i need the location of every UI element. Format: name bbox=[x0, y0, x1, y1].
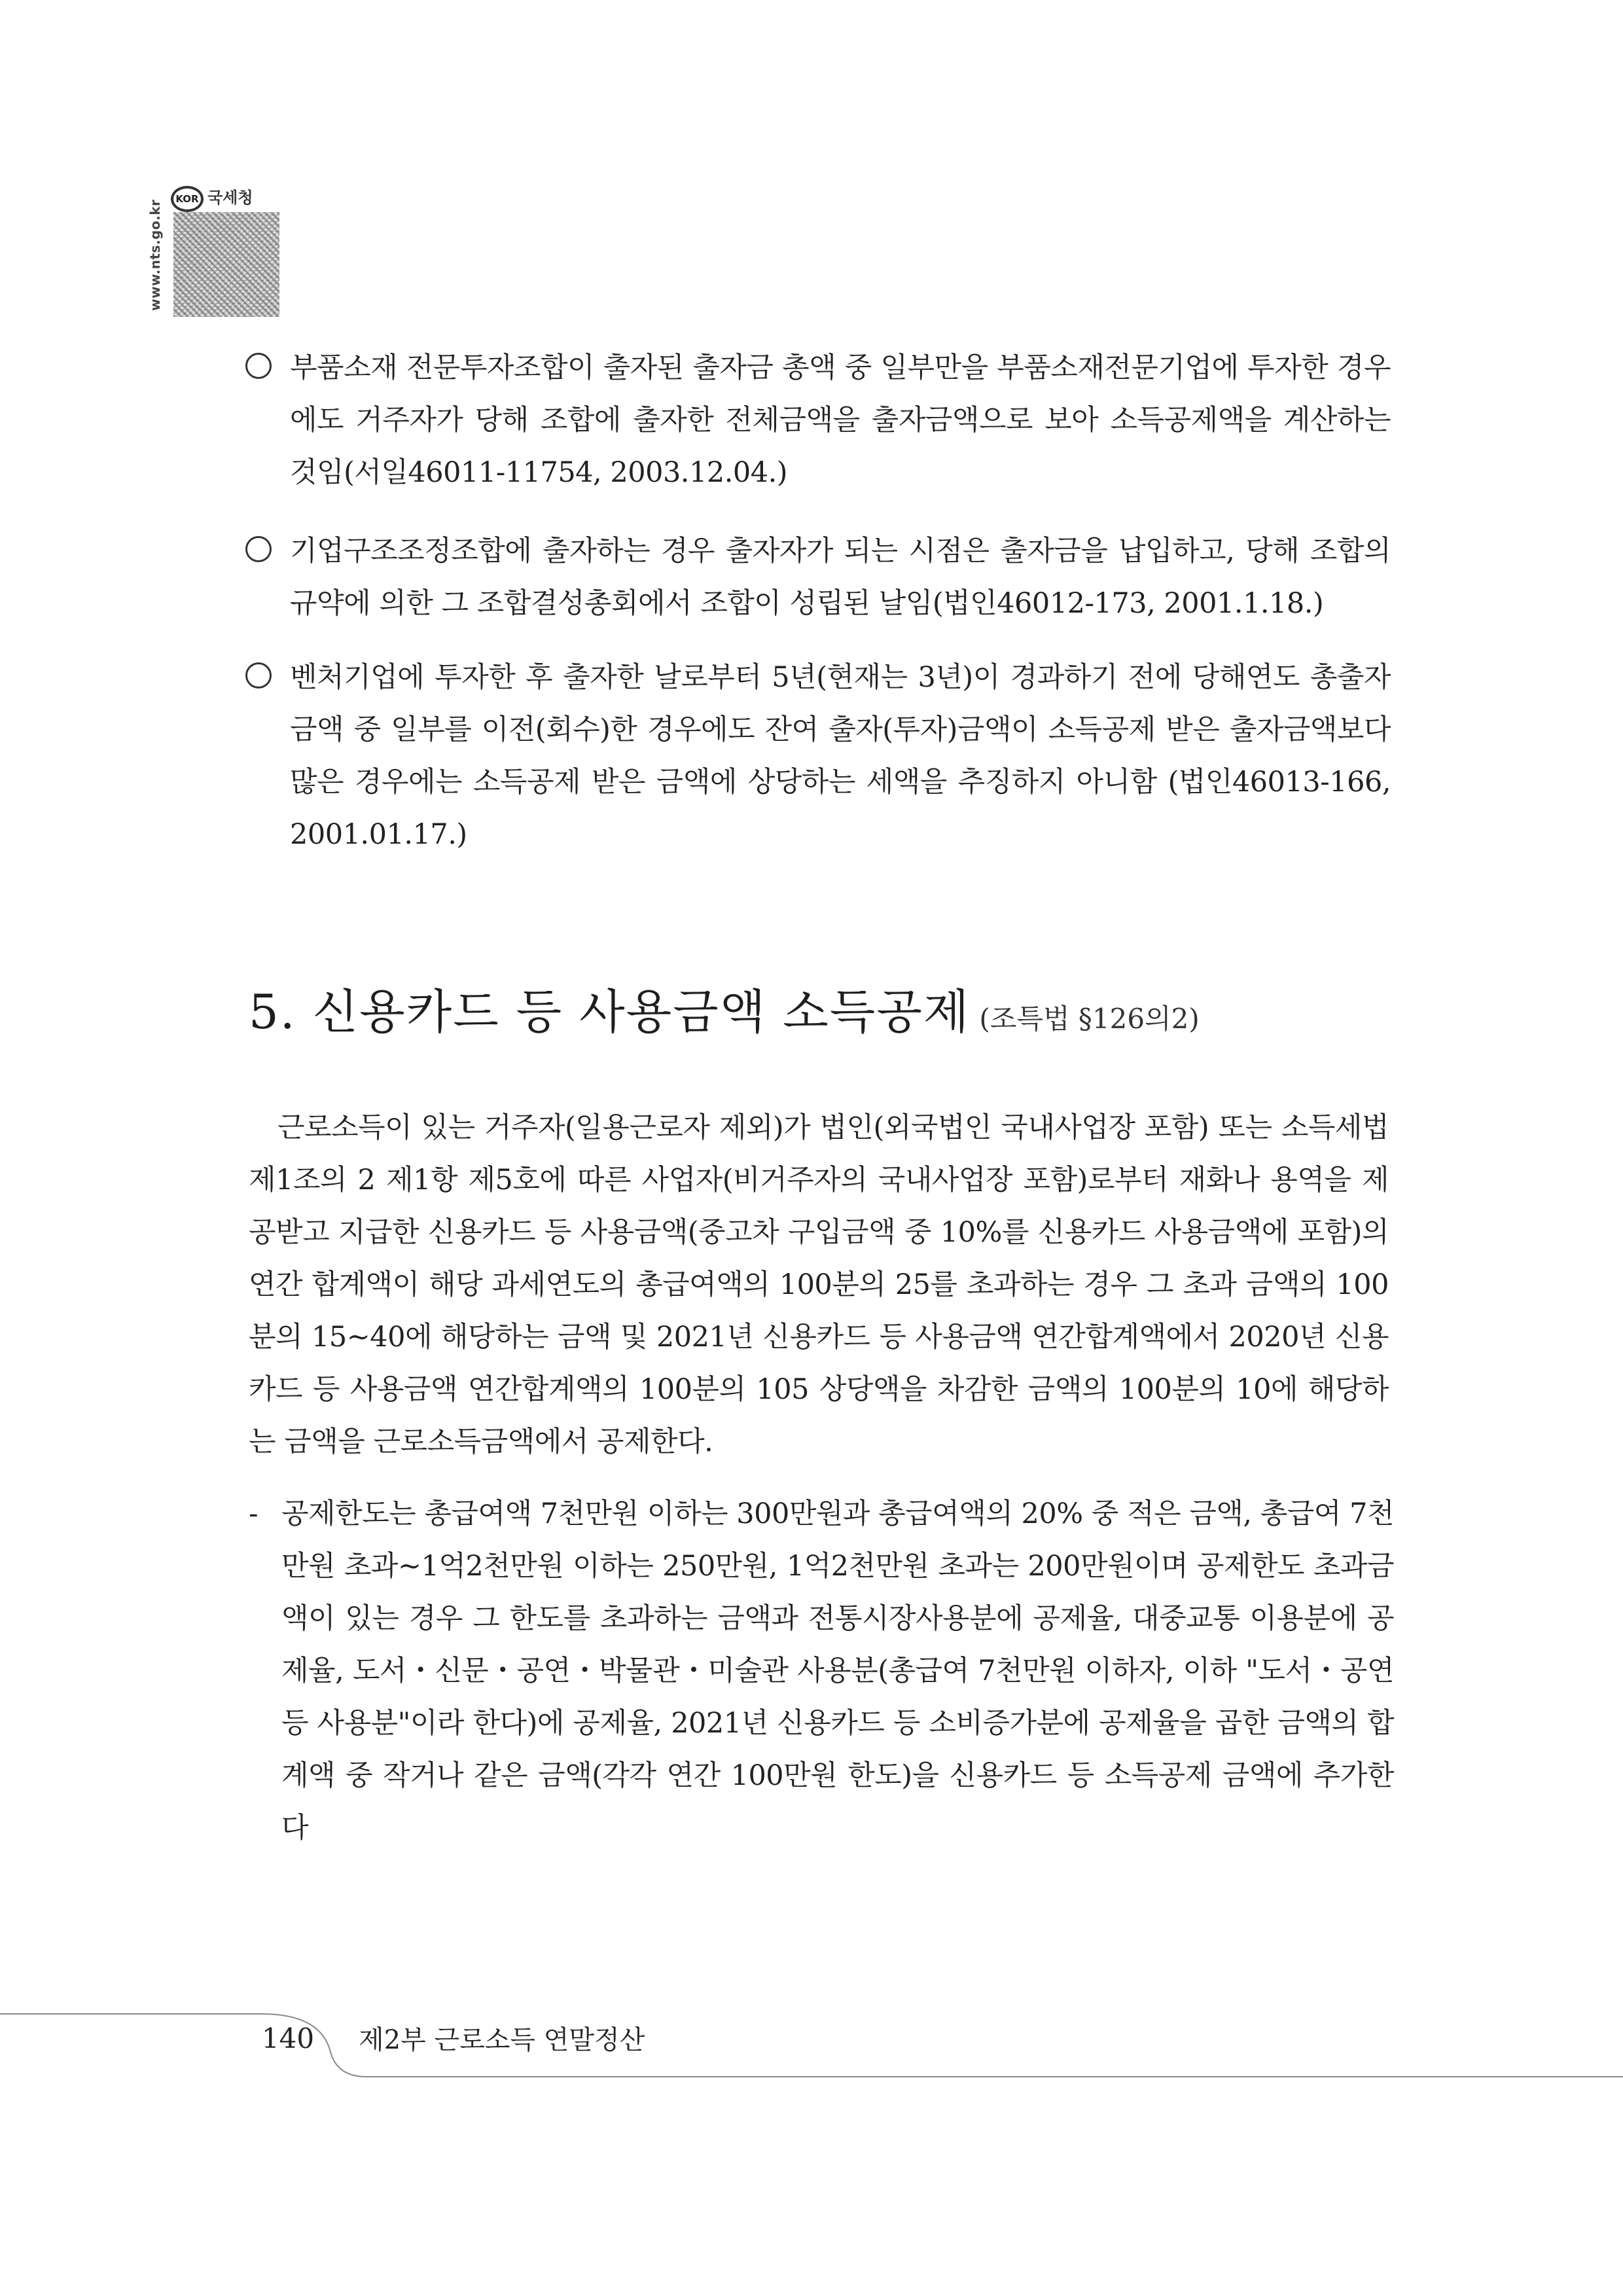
section-reference: (조특법 §126의2) bbox=[979, 1003, 1200, 1035]
running-footer-title: 제2부 근로소득 연말정산 bbox=[359, 2025, 645, 2055]
dash-bullet-icon: - bbox=[249, 1498, 259, 1530]
section-title: 5. 신용카드 등 사용금액 소득공제 bbox=[249, 984, 971, 1039]
logo-org-name: 국세청 bbox=[207, 188, 253, 207]
bullet-item bbox=[245, 525, 1391, 630]
dash-item-text: 공제한도는 총급여액 7천만원 이하는 300만원과 총급여액의 20% 중 적은 금액, 총급여 7천만원 초과~1억2천만원 이하는 250만원, 1억2천만원 초과는 200만원이며 공제한도 초과금액이 있는 경우 그 한도를 초과하는 금액과 전통시장사용분에 공제율, 대중교통 이용분에 공제율, 도서・신문・공연・박물관・미술관 사용분(총급여 7천만원 이하자, 이하 "도서・공연등 사용분"이라 한다)에 공제율, 2021년 신용카드 등 소비증가분에 공제율을 곱한 금액의 합계액 중 작거나 같은 금액(각각 연간 100만원 한도)을 신용카드 등 소득공제 금액에 추가한다 bbox=[281, 1498, 1394, 1844]
body-paragraph: 근로소득이 있는 거주자(일용근로자 제외)가 법인(외국법인 국내사업장 포함) 또는 소득세법 제1조의 2 제1항 제5호에 따른 사업자(비거주자의 국내사업장 포함)로부터 재화나 용역을 제공받고 지급한 신용카드 등 사용금액(중고차 구입금액 중 10%를 신용카드 사용금액에 포함)의 연간 합계액이 해당 과세연도의 총급여액의 100분의 25를 초과하는 경우 그 초과 금액의 100분의 15~40에 해당하는 금액 및 2021년 신용카드 등 사용금액 연간합계액에서 2020년 신용카드 등 사용금액 연간합계액의 100분의 105 상당액을 차감한 금액의 100분의 10에 해당하는 금액을 근로소득금액에서 공제한다. bbox=[249, 1111, 1389, 1458]
bullet-text: 기업구조조정조합에 출자하는 경우 출자자가 되는 시점은 출자금을 납입하고, 당해 조합의 규약에 의한 그 조합결성총회에서 조합이 성립된 날임(법인46012-173, 2001.1.18.) bbox=[290, 535, 1391, 620]
circle-bullet-icon bbox=[245, 662, 272, 689]
logo-url: www.nts.go.kr bbox=[147, 199, 163, 311]
circle-bullet-icon bbox=[245, 353, 272, 379]
footer-rule bbox=[0, 2013, 1623, 2091]
bullet-text: 부품소재 전문투자조합이 출자된 출자금 총액 중 일부만을 부품소재전문기업에 투자한 경우에도 거주자가 당해 조합에 출자한 전체금액을 출자금액으로 보아 소득공제액을 계산하는 것임(서일46011-11754, 2003.12.04.) bbox=[290, 351, 1391, 489]
bullet-text: 벤처기업에 투자한 후 출자한 날로부터 5년(현재는 3년)이 경과하기 전에 당해연도 총출자금액 중 일부를 이전(회수)한 경우에도 잔여 출자(투자)금액이 소득공제 받은 출자금액보다 많은 경우에는 소득공제 받은 금액에 상당하는 세액을 추징하지 아니함 (법인46013-166, 2001.01.17.) bbox=[290, 661, 1391, 851]
bullet-item bbox=[245, 651, 1391, 861]
bullet-item bbox=[245, 342, 1391, 499]
dash-item bbox=[249, 1488, 1394, 1854]
page-number: 140 bbox=[261, 2022, 315, 2054]
logo-emblem-icon: KOR bbox=[171, 186, 204, 212]
circle-bullet-icon bbox=[245, 536, 272, 562]
section-heading bbox=[249, 974, 1427, 1042]
